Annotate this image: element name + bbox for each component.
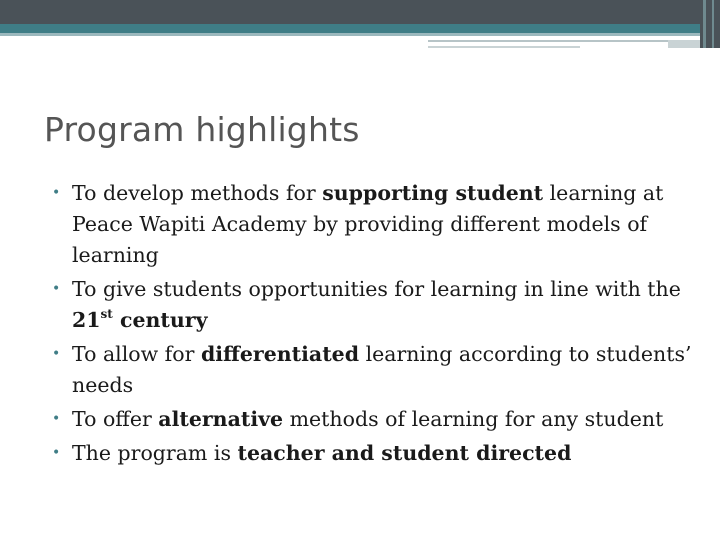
bullet-emphasis: teacher and student directed (237, 441, 572, 465)
slide-title: Program highlights (44, 110, 360, 149)
bullet-text: learning according to students’ needs (72, 342, 692, 397)
bullet-item (52, 438, 692, 469)
bullet-icon: • (52, 185, 61, 201)
header-band-light (0, 33, 700, 36)
header-band-dark (0, 0, 700, 24)
header-accent-rule (428, 46, 580, 48)
bullet-icon: • (52, 281, 61, 297)
bullet-text: methods of learning for any student (283, 407, 664, 431)
bullet-emphasis: supporting student (322, 181, 544, 205)
bullet-list (52, 178, 692, 472)
header-accent-rule (668, 40, 700, 48)
bullet-text: To offer (72, 407, 159, 431)
bullet-item (52, 178, 692, 271)
bullet-superscript: st (100, 307, 113, 321)
bullet-item (52, 339, 692, 401)
bullet-text: learning at Peace Wapiti Academy by providing different models of learning (72, 181, 664, 267)
bullet-emphasis: differentiated (200, 342, 360, 366)
header-corner-stripe (712, 0, 714, 48)
header-band-teal (0, 24, 700, 33)
bullet-icon: • (52, 445, 61, 461)
bullet-item (52, 404, 692, 435)
bullet-icon: • (52, 346, 61, 362)
bullet-text: To allow for (72, 342, 201, 366)
bullet-emphasis: century (112, 308, 208, 332)
header-accent-rule (428, 40, 668, 42)
header-corner-stripe (703, 0, 706, 48)
bullet-text: The program is (72, 441, 238, 465)
bullet-icon: • (52, 411, 61, 427)
bullet-item (52, 274, 692, 336)
bullet-text: To develop methods for (72, 181, 323, 205)
bullet-emphasis: alternative (158, 407, 284, 431)
bullet-emphasis: 21 (72, 308, 101, 332)
bullet-text: To give students opportunities for learning in line with the (72, 277, 681, 301)
